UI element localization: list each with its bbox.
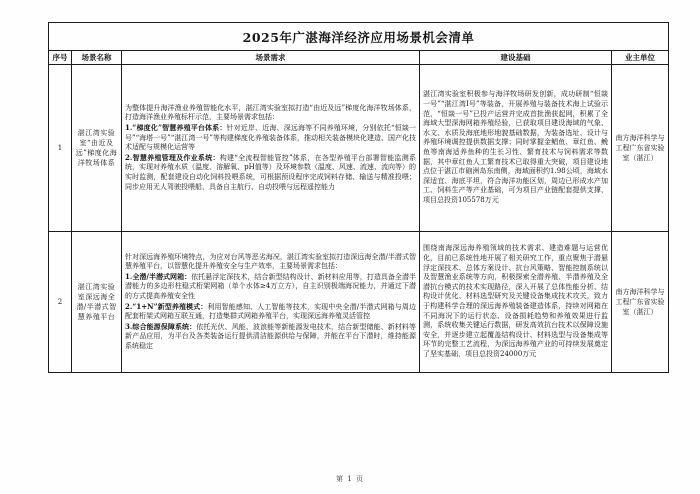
- requirement-item-text: 依托光伏、风能、波浪能等新能源发电技术，结合新型储能、新材料等新产品应用，为平台及各类装备运行提供清洁能源供给与保障，并能在平台下潜时，维持能源系统稳定: [125, 322, 416, 350]
- col-header-scene-requirement: 场景需求: [122, 51, 420, 65]
- row-number: 1: [49, 65, 72, 232]
- construction-basis: 围绕南海深远海养殖领域的技术需求、建造难题与运营优化，目前已系统性地开展了相关研究工作，重点聚焦于潜悬浮定深技术、总体方案设计、抗台风策略、智能控制系统以及智慧渔业系统等方向，积极探索全潜养殖、半潜养殖及全潜抗台模式的技术实现路径，深入开展了总体性能分析、结构设计优化、材料选型研究及关键设备集成技术攻关，致力于构建科学合理的深远海养殖装备建造体系，持续对网箱在不同海况下的运行状态、设备损耗趋势和养殖效果进行监测，系统收集关键运行数据，研发高效抗台技术以保障设施安全，并逐步建立起覆盖结构设计、材料选型与设备集成等环节的完整工艺流程，为深远海养殖产业的可持续发展奠定了坚实基础，项目总投资24000万元: [420, 232, 612, 373]
- col-header-owner-unit: 业主单位: [612, 51, 669, 65]
- requirement-item: [125, 153, 416, 192]
- page-title: 2025年广湛海洋经济应用场景机会清单: [49, 23, 669, 51]
- requirement-item-label: 1.全潜/半潜式网箱：: [125, 271, 192, 281]
- requirement-item: [125, 302, 416, 322]
- construction-basis: 湛江湾实验室积极参与海洋牧场研发创新，成功研制“恒燚一号”“湛江湾Ⅰ号”等装备，开展养殖与装备技术海上试验示范，“恒燚一号”已投产运营并完成首批渔获起网，积累了全海域大型深海网箱养殖经验，已获取项目建设海域的气象、水文、水质及海底地形地貌基础数据，为装备选址、设计与养殖环境调控提供数据支撑；同时掌握金鲳鱼、章红鱼、鮸鱼等南海适养鱼种的生长习性、繁育技术与饲料需求等数据，其中章红鱼人工繁育技术已取得重大突破，项目建设地点位于湛江市硇洲岛东南侧，海域面积约1.98公顷，海域水深适宜、海底平坦，符合海洋功能区划，周边已形成水产加工、饲料生产等产业基础，可为项目产业链配套提供支撑，项目总投资105578万元: [420, 65, 612, 232]
- scene-name: 湛江湾实验室“由近及远”梯度化海洋牧场体系: [72, 65, 122, 232]
- requirement-item: [125, 123, 416, 153]
- table-header-row: [49, 51, 669, 65]
- scene-requirement: [122, 232, 420, 373]
- requirement-intro: 为整体提升海洋渔业养殖智能化水平，湛江湾实验室拟打造“由近及远”梯度化海洋牧场体系，打造海洋渔业养殖标杆示范，主要场景需求包括：: [125, 103, 416, 122]
- scene-name: 湛江湾实验室深远海全潜/半潜式智慧养殖平台: [72, 232, 122, 373]
- requirement-item-text: 利用智能感知、人工智能等技术，实现中央全潜/半潜式网箱与周边配套桁架式网箱互联互通，打造集群式网箱养殖平台，实现深远海养殖灵活管控: [125, 302, 416, 321]
- table-row: [49, 65, 669, 232]
- requirement-item-text: 构建“全流程智能管控”体系，在各型养殖平台部署智能监测系统，实现对养殖水质（温度、溶解氧、pH值等）及环境参数（温度、风速、流速、流向等）的实时监测，配套建设自动化饲料投喂系统，可根据预设程序完成饲料存储、输送与精准投喂；同步应用无人驾驶投喂船，具备自主航行、自动投喂与远程遥控能力: [125, 153, 416, 191]
- requirement-item-text: 依托悬浮定深技术，结合新型结构设计、新材料应用等，打造具备全潜半潜能力的多边形柱稳式桁架网箱（单个水体≥4万立方），自主识别极端海况能力，并通过下潜的方式提高养殖安全性: [125, 272, 416, 300]
- row-number: 2: [49, 232, 72, 373]
- col-header-scene-name: 场景名称: [72, 51, 122, 65]
- requirement-item: [125, 322, 416, 352]
- col-header-no: 序号: [49, 51, 72, 65]
- table-row: [49, 232, 669, 373]
- col-header-construction-basis: 建设基础: [420, 51, 612, 65]
- requirement-item-label: 2.“1+N”新型养殖模式：: [125, 301, 208, 311]
- opportunity-table: [48, 22, 669, 373]
- requirement-item-label: 2.智慧养殖管理及作业系统：: [125, 152, 220, 162]
- requirement-item-label: 1.“梯度化”智慧养殖平台体系：: [125, 123, 227, 133]
- owner-unit: 南方海洋科学与工程广东省实验室（湛江）: [612, 65, 669, 232]
- page-number: 第 1 页: [336, 475, 364, 483]
- requirement-item-label: 3.综合能源保障系统：: [125, 321, 197, 331]
- requirement-intro: 针对深远海养殖环境特点，为应对台风等恶劣海况，湛江湾实验室拟打造深远海全潜/半潜式智慧养殖平台，以智慧化提升养殖安全与生产效率，主要场景需求包括：: [125, 252, 416, 271]
- scene-requirement: [122, 65, 420, 232]
- title-row: [49, 23, 669, 51]
- requirement-item: [125, 272, 416, 302]
- owner-unit: 南方海洋科学与工程广东省实验室（湛江）: [612, 232, 669, 373]
- requirement-item-text: 针对近岸、近海、深远海等不同养殖环境，分别依托“恒燚一号”“海塔一号”“湛江湾一号”等构建梯度化养殖装备体系，推动相关装备模块化建造、国产化技术适配与规模化运营等: [125, 124, 416, 152]
